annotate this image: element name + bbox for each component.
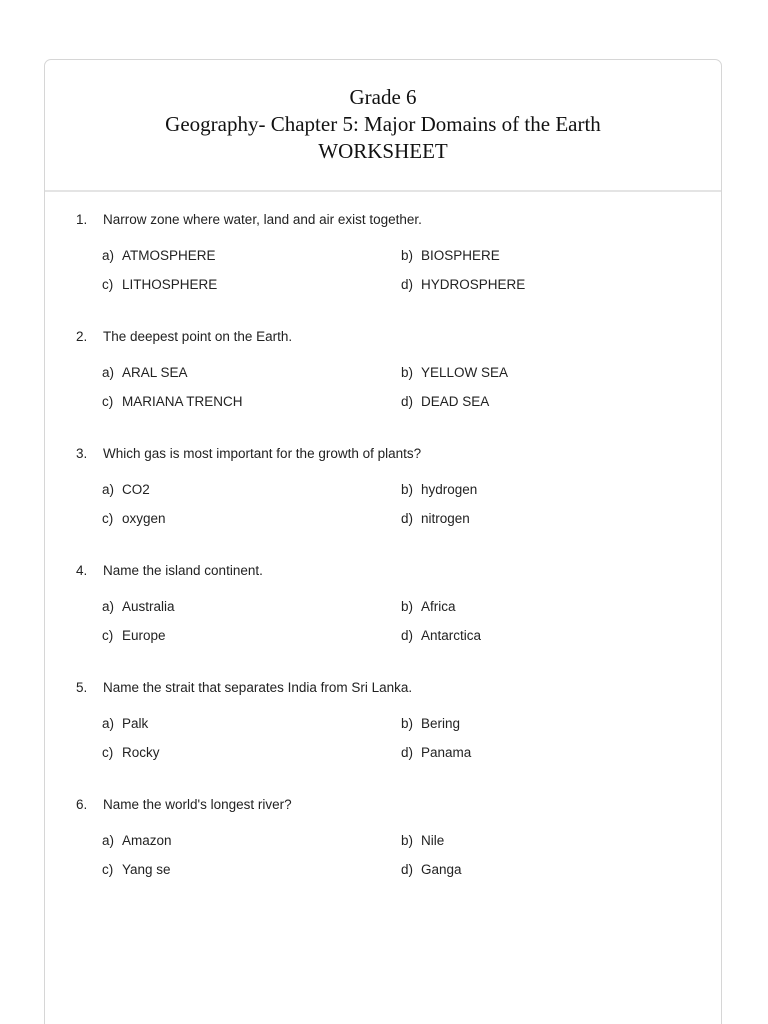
question-prompt: Name the world's longest river? [103, 797, 292, 812]
option-text: Rocky [122, 745, 160, 760]
option-text: ARAL SEA [122, 365, 188, 380]
question-list [45, 211, 721, 913]
option-letter: b) [401, 248, 414, 263]
option-text: Palk [122, 716, 149, 731]
option-a[interactable] [102, 832, 172, 850]
option-c[interactable] [102, 276, 217, 294]
option-letter: d) [401, 511, 414, 526]
question-prompt: The deepest point on the Earth. [103, 329, 293, 344]
question-number: 1. [76, 212, 88, 227]
option-text: DEAD SEA [421, 394, 490, 409]
option-text: hydrogen [421, 482, 478, 497]
option-d[interactable] [401, 393, 489, 411]
question-number: 4. [76, 563, 88, 578]
option-letter: c) [102, 511, 114, 526]
question-prompt: Name the strait that separates India from Sri Lanka. [103, 680, 413, 695]
question-5 [45, 679, 721, 796]
option-text: Ganga [421, 862, 462, 877]
option-letter: a) [102, 365, 115, 380]
question-6 [45, 796, 721, 913]
option-letter: d) [401, 745, 414, 760]
option-text: Europe [122, 628, 166, 643]
question-text [76, 562, 263, 580]
option-letter: c) [102, 862, 114, 877]
option-text: ATMOSPHERE [122, 248, 216, 263]
option-letter: c) [102, 277, 114, 292]
question-prompt: Name the island continent. [103, 563, 263, 578]
option-c[interactable] [102, 744, 160, 762]
option-d[interactable] [401, 510, 470, 528]
question-2 [45, 328, 721, 445]
option-text: Amazon [122, 833, 172, 848]
worksheet-label: WORKSHEET [318, 139, 448, 163]
option-a[interactable] [102, 247, 216, 265]
question-1 [45, 211, 721, 328]
option-text: Yang se [122, 862, 171, 877]
option-d[interactable] [401, 627, 481, 645]
option-d[interactable] [401, 861, 462, 879]
option-letter: b) [401, 833, 414, 848]
question-4 [45, 562, 721, 679]
option-text: CO2 [122, 482, 150, 497]
option-b[interactable] [401, 832, 444, 850]
question-number: 5. [76, 680, 88, 695]
question-text [76, 796, 292, 814]
option-letter: d) [401, 277, 414, 292]
option-text: Nile [421, 833, 445, 848]
question-number: 2. [76, 329, 88, 344]
option-d[interactable] [401, 276, 525, 294]
option-b[interactable] [401, 481, 477, 499]
option-letter: a) [102, 716, 115, 731]
worksheet-card [44, 59, 722, 1024]
option-text: BIOSPHERE [421, 248, 500, 263]
option-letter: b) [401, 365, 414, 380]
option-a[interactable] [102, 481, 150, 499]
option-a[interactable] [102, 598, 175, 616]
option-c[interactable] [102, 861, 171, 879]
option-text: Antarctica [421, 628, 482, 643]
option-letter: d) [401, 394, 414, 409]
option-text: YELLOW SEA [421, 365, 509, 380]
option-letter: a) [102, 599, 115, 614]
option-text: oxygen [122, 511, 166, 526]
question-number: 3. [76, 446, 88, 461]
option-letter: b) [401, 599, 414, 614]
question-text [76, 211, 422, 229]
option-c[interactable] [102, 510, 166, 528]
grade-title: Grade 6 [349, 85, 417, 109]
option-letter: b) [401, 716, 414, 731]
option-b[interactable] [401, 364, 508, 382]
option-letter: a) [102, 833, 115, 848]
question-text [76, 445, 421, 463]
question-3 [45, 445, 721, 562]
option-letter: c) [102, 745, 114, 760]
option-text: HYDROSPHERE [421, 277, 526, 292]
option-letter: c) [102, 394, 114, 409]
option-b[interactable] [401, 247, 500, 265]
question-text [76, 328, 292, 346]
question-prompt: Narrow zone where water, land and air exist together. [103, 212, 422, 227]
option-text: MARIANA TRENCH [122, 394, 243, 409]
option-text: Africa [421, 599, 456, 614]
option-a[interactable] [102, 715, 148, 733]
option-letter: b) [401, 482, 414, 497]
option-letter: a) [102, 482, 115, 497]
question-number: 6. [76, 797, 88, 812]
chapter-title: Geography- Chapter 5: Major Domains of the Earth [165, 112, 601, 136]
option-text: Bering [421, 716, 461, 731]
option-c[interactable] [102, 393, 243, 411]
option-text: Panama [421, 745, 472, 760]
option-letter: d) [401, 628, 414, 643]
option-d[interactable] [401, 744, 471, 762]
option-text: LITHOSPHERE [122, 277, 218, 292]
option-text: Australia [122, 599, 175, 614]
option-a[interactable] [102, 364, 188, 382]
option-letter: d) [401, 862, 414, 877]
option-letter: c) [102, 628, 114, 643]
option-b[interactable] [401, 598, 456, 616]
question-prompt: Which gas is most important for the growth of plants? [103, 446, 422, 461]
option-b[interactable] [401, 715, 460, 733]
worksheet-header [45, 60, 721, 192]
option-c[interactable] [102, 627, 166, 645]
question-text [76, 679, 412, 697]
option-text: nitrogen [421, 511, 470, 526]
option-letter: a) [102, 248, 115, 263]
